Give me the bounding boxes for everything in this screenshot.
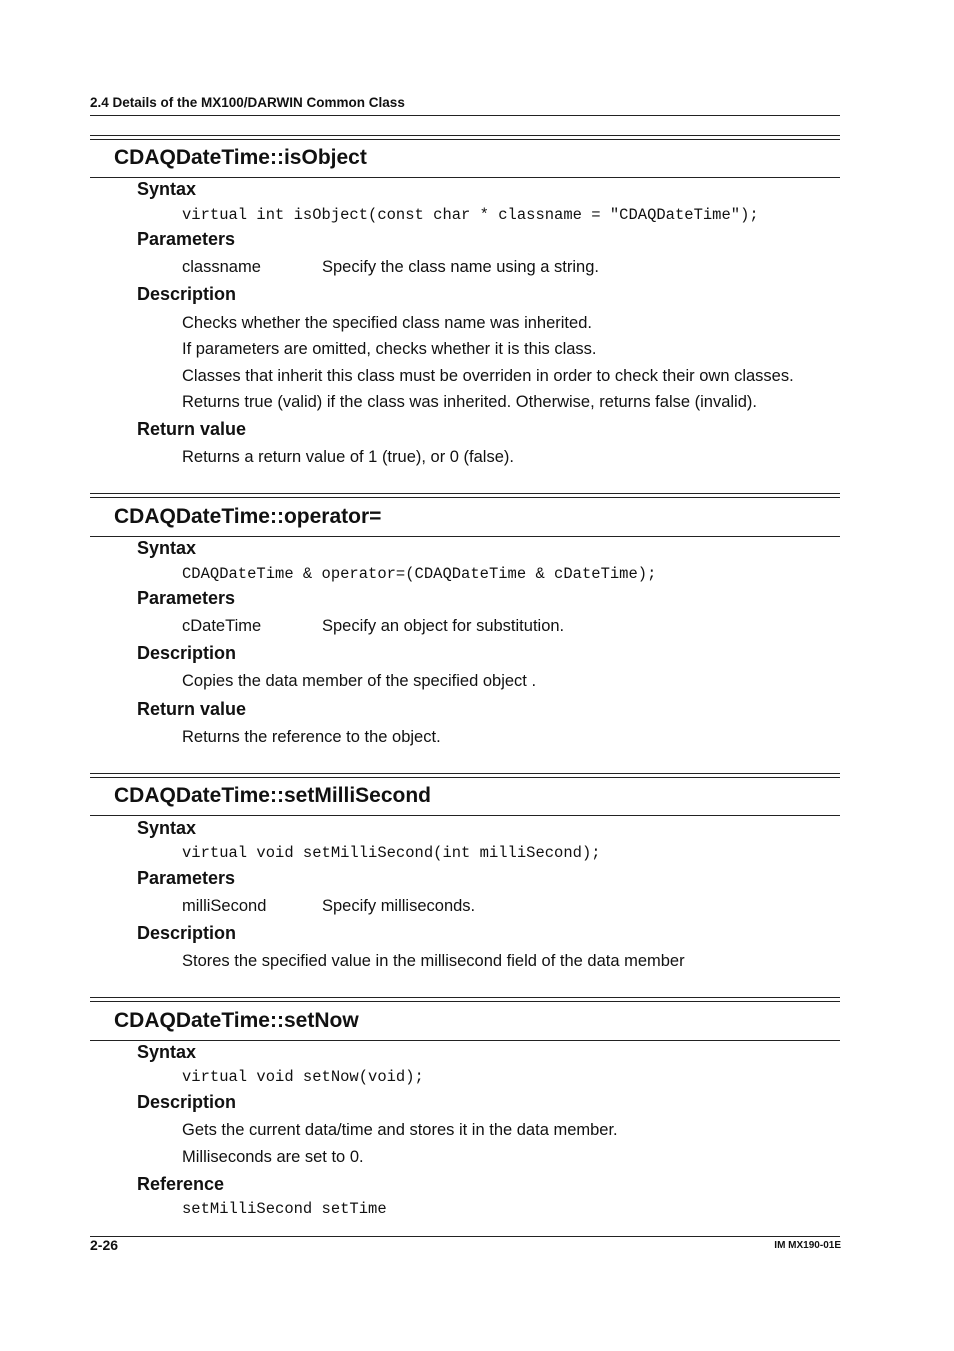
section-rule-bottom	[90, 1040, 840, 1041]
running-header: 2.4 Details of the MX100/DARWIN Common Class	[90, 95, 405, 110]
section-rule-top	[90, 497, 840, 498]
section-rule-top	[90, 135, 840, 136]
section-rule-top	[90, 777, 840, 778]
description-line: Stores the specified value in the millisecond field of the data member	[182, 952, 685, 970]
param-description: Specify milliseconds.	[322, 897, 476, 915]
param-name: milliSecond	[182, 897, 267, 915]
parameters-label: Parameters	[137, 229, 236, 249]
syntax-label: Syntax	[137, 538, 197, 558]
description-line: Classes that inherit this class must be overriden in order to check their own classes.	[182, 367, 794, 385]
description-label: Description	[137, 643, 237, 663]
header-rule	[90, 115, 840, 116]
syntax-label: Syntax	[137, 818, 197, 838]
document-id: IM MX190-01E	[774, 1240, 841, 1251]
return-value-text: Returns the reference to the object.	[182, 728, 441, 746]
syntax-code: virtual void setNow(void);	[182, 1068, 424, 1086]
section-rule-top	[90, 773, 840, 774]
page-number: 2-26	[90, 1237, 119, 1253]
section-rule-top	[90, 493, 840, 494]
syntax-code: virtual void setMilliSecond(int milliSecond);	[182, 844, 601, 862]
syntax-code: CDAQDateTime & operator=(CDAQDateTime & cDateTime);	[182, 565, 657, 583]
syntax-label: Syntax	[137, 179, 197, 199]
section-rule-bottom	[90, 177, 840, 178]
section-title: CDAQDateTime::setNow	[114, 1009, 359, 1032]
description-line: Gets the current data/time and stores it in the data member.	[182, 1121, 618, 1139]
section-rule-bottom	[90, 815, 840, 816]
return-value-label: Return value	[137, 419, 247, 439]
description-line: Checks whether the specified class name was inherited.	[182, 314, 592, 332]
section-rule-bottom	[90, 536, 840, 537]
description-line: Copies the data member of the specified object .	[182, 672, 537, 690]
syntax-code: virtual int isObject(const char * classname = "CDAQDateTime");	[182, 206, 759, 224]
description-line: If parameters are omitted, checks whether it is this class.	[182, 340, 597, 358]
description-label: Description	[137, 1092, 237, 1112]
param-name: classname	[182, 258, 261, 276]
parameters-label: Parameters	[137, 588, 236, 608]
description-label: Description	[137, 284, 237, 304]
param-description: Specify an object for substitution.	[322, 617, 565, 635]
section-rule-top	[90, 139, 840, 140]
section-title: CDAQDateTime::operator=	[114, 505, 382, 528]
return-value-label: Return value	[137, 699, 247, 719]
footer-rule	[90, 1236, 840, 1237]
syntax-label: Syntax	[137, 1042, 197, 1062]
reference-label: Reference	[137, 1174, 225, 1194]
description-label: Description	[137, 923, 237, 943]
section-title: CDAQDateTime::isObject	[114, 146, 367, 169]
reference-code: setMilliSecond setTime	[182, 1200, 387, 1218]
param-name: cDateTime	[182, 617, 262, 635]
section-title: CDAQDateTime::setMilliSecond	[114, 784, 431, 807]
section-rule-top	[90, 1001, 840, 1002]
return-value-text: Returns a return value of 1 (true), or 0 (false).	[182, 448, 514, 466]
param-description: Specify the class name using a string.	[322, 258, 599, 276]
description-line: Milliseconds are set to 0.	[182, 1148, 364, 1166]
parameters-label: Parameters	[137, 868, 236, 888]
description-line: Returns true (valid) if the class was inherited. Otherwise, returns false (invalid).	[182, 393, 757, 411]
section-rule-top	[90, 997, 840, 998]
